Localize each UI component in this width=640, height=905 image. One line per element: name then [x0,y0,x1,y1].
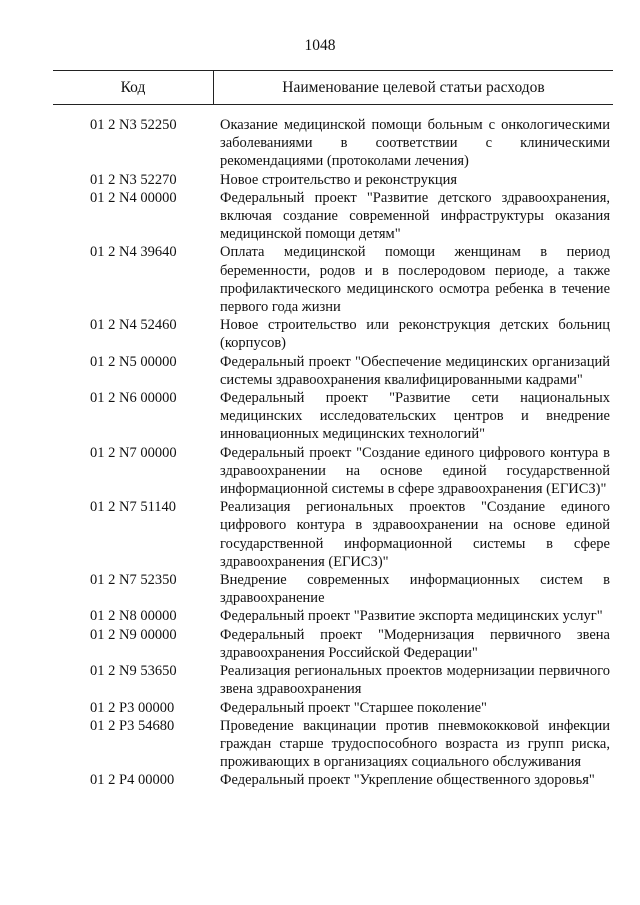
row-name: Федеральный проект "Старшее поколение" [220,699,487,716]
row-name: Федеральный проект "Создание единого цифрового контура в здравоохранении на основе единой государственной информационной системы в сфере здравоохранения (ЕГИСЗ)" [220,444,610,498]
row-code: 01 2 N9 53650 [90,663,177,680]
table-row [0,171,640,189]
row-code: 01 2 P4 00000 [90,772,175,789]
row-code: 01 2 N9 00000 [90,626,177,643]
table-body [0,116,640,790]
row-name: Федеральный проект "Обеспечение медицинских организаций системы здравоохранения квалифицированными кадрами" [220,353,610,388]
table-row [0,189,640,244]
row-name: Реализация региональных проектов модернизации первичного звена здравоохранения [220,663,610,698]
table-row [0,717,640,772]
row-code: 01 2 N7 51140 [90,499,177,516]
row-name: Федеральный проект "Развитие сети национальных медицинских исследовательских центров и внедрение инновационных медицинских технологий" [220,390,610,443]
row-name: Федеральный проект "Развитие детского здравоохранения, включая создание современной инфраструктуры оказания медицинской помощи детям" [220,189,610,243]
row-code: 01 2 N4 39640 [90,244,177,261]
table-row [0,444,640,499]
row-code: 01 2 N5 00000 [90,353,177,370]
row-code: 01 2 N7 00000 [90,444,177,461]
row-name: Проведение вакцинации против пневмококковой инфекции граждан старше трудоспособного возраста из групп риска, проживающих в организациях социального обслуживания [220,717,610,771]
row-code: 01 2 P3 54680 [90,717,175,734]
header-name: Наименование целевой статьи расходов [282,78,545,96]
table-row [0,353,640,389]
table-row [0,116,640,171]
table-row [0,607,640,625]
table-row [0,571,640,607]
table-row [0,662,640,698]
row-name: Федеральный проект "Укрепление общественного здоровья" [220,772,595,789]
row-code: 01 2 P3 00000 [90,699,175,716]
table-row [0,243,640,316]
row-name: Реализация региональных проектов "Создание единого цифрового контура в здравоохранении на основе единой государственной информационной системы в сфере здравоохранения (ЕГИСЗ)" [220,499,610,570]
table-row [0,699,640,717]
table-row [0,389,640,444]
row-name: Оплата медицинской помощи женщинам в период беременности, родов и в послеродовом периоде, а также профилактического медицинского осмотра ребенка в течение первого года жизни [220,244,610,316]
table-row [0,316,640,352]
table-row [0,771,640,789]
row-name: Внедрение современных информационных систем в здравоохранение [220,572,610,607]
page-number: 1048 [304,37,336,54]
row-code: 01 2 N3 52270 [90,171,177,188]
row-code: 01 2 N4 52460 [90,317,177,334]
row-name: Федеральный проект "Модернизация первичного звена здравоохранения Российской Федерации" [220,626,610,661]
row-name: Новое строительство и реконструкция [220,171,458,188]
row-name: Новое строительство или реконструкция детских больниц (корпусов) [220,317,610,352]
table-row [0,626,640,662]
row-code: 01 2 N3 52250 [90,117,177,133]
row-code: 01 2 N8 00000 [90,608,177,625]
table-header [53,70,613,105]
table-row [0,498,640,571]
row-code: 01 2 N4 00000 [90,189,177,206]
row-name: Федеральный проект "Развитие экспорта медицинских услуг" [220,608,603,625]
row-code: 01 2 N6 00000 [90,390,177,407]
row-name: Оказание медицинской помощи больным с онкологическими заболеваниями в соответствии с клиническими рекомендациями (протоколами лечения) [220,117,610,170]
header-code: Код [120,78,146,96]
row-code: 01 2 N7 52350 [90,572,177,589]
